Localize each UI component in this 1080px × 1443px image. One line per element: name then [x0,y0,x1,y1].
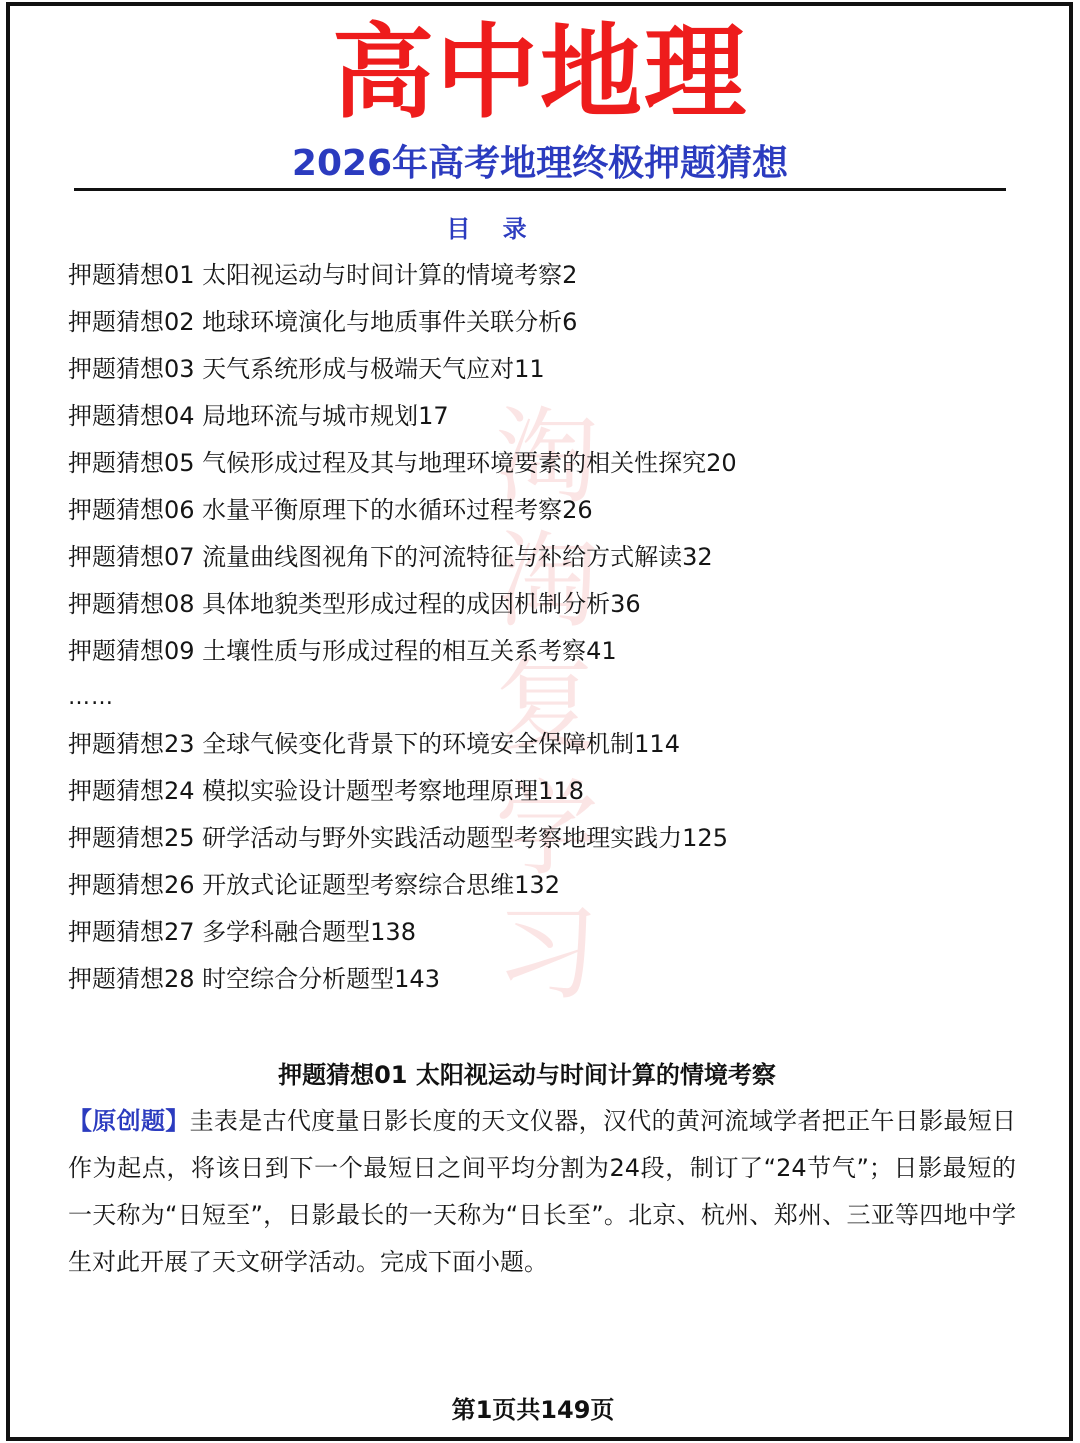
toc-item[interactable]: 押题猜想05 气候形成过程及其与地理环境要素的相关性探究20 [68,449,737,477]
question-paragraph [68,1098,1016,1286]
title-divider [74,188,1006,191]
watermark-char: 淘 [494,396,599,518]
question-text: 圭表是古代度量日影长度的天文仪器，汉代的黄河流域学者把正午日影最短日作为起点，将该日到下一个最短日之间平均分割为24段，制订了“24节气”；日影最短的一天称为“日短至”，日影最长的一天称为“日长至”。北京、杭州、郑州、三亚等四地中学生对此开展了天文研学活动。完成下面小题。 [68,1107,1017,1276]
toc-item[interactable]: 押题猜想04 局地环流与城市规划17 [68,402,449,430]
toc-item[interactable]: 押题猜想01 太阳视运动与时间计算的情境考察2 [68,261,578,289]
page-subtitle: 2026年高考地理终极押题猜想 [291,143,789,184]
toc-item[interactable]: 押题猜想24 模拟实验设计题型考察地理原理118 [68,777,584,805]
toc-item[interactable]: 押题猜想03 天气系统形成与极端天气应对11 [68,355,545,383]
toc-item[interactable]: 押题猜想27 多学科融合题型138 [68,918,416,946]
toc-heading: 目 录 [446,215,539,243]
table-of-contents [68,252,737,1003]
toc-item[interactable]: 押题猜想28 时空综合分析题型143 [68,965,440,993]
page-title: 高中地理 [332,14,748,133]
toc-item[interactable]: 押题猜想26 开放式论证题型考察综合思维132 [68,871,560,899]
watermark-char: 淘 [494,520,599,642]
section-title: 押题猜想01 太阳视运动与时间计算的情境考察 [278,1061,776,1089]
toc-item[interactable]: 押题猜想02 地球环境演化与地质事件关联分析6 [68,308,578,336]
page-number: 第1页共149页 [451,1396,615,1424]
toc-item[interactable]: 押题猜想23 全球气候变化背景下的环境安全保障机制114 [68,730,680,758]
watermark-char: 学 [494,768,599,890]
toc-ellipsis: …… [68,685,114,710]
toc-item[interactable]: 押题猜想08 具体地貌类型形成过程的成因机制分析36 [68,590,641,618]
watermark-char: 复 [494,644,599,766]
toc-item[interactable]: 押题猜想06 水量平衡原理下的水循环过程考察26 [68,496,593,524]
toc-item[interactable]: 押题猜想07 流量曲线图视角下的河流特征与补给方式解读32 [68,543,713,571]
toc-item[interactable]: 押题猜想09 土壤性质与形成过程的相互关系考察41 [68,637,617,665]
watermark-char: 习 [494,892,599,1014]
question-tag: 【原创题】 [68,1107,190,1135]
toc-item[interactable]: 押题猜想25 研学活动与野外实践活动题型考察地理实践力125 [68,824,728,852]
